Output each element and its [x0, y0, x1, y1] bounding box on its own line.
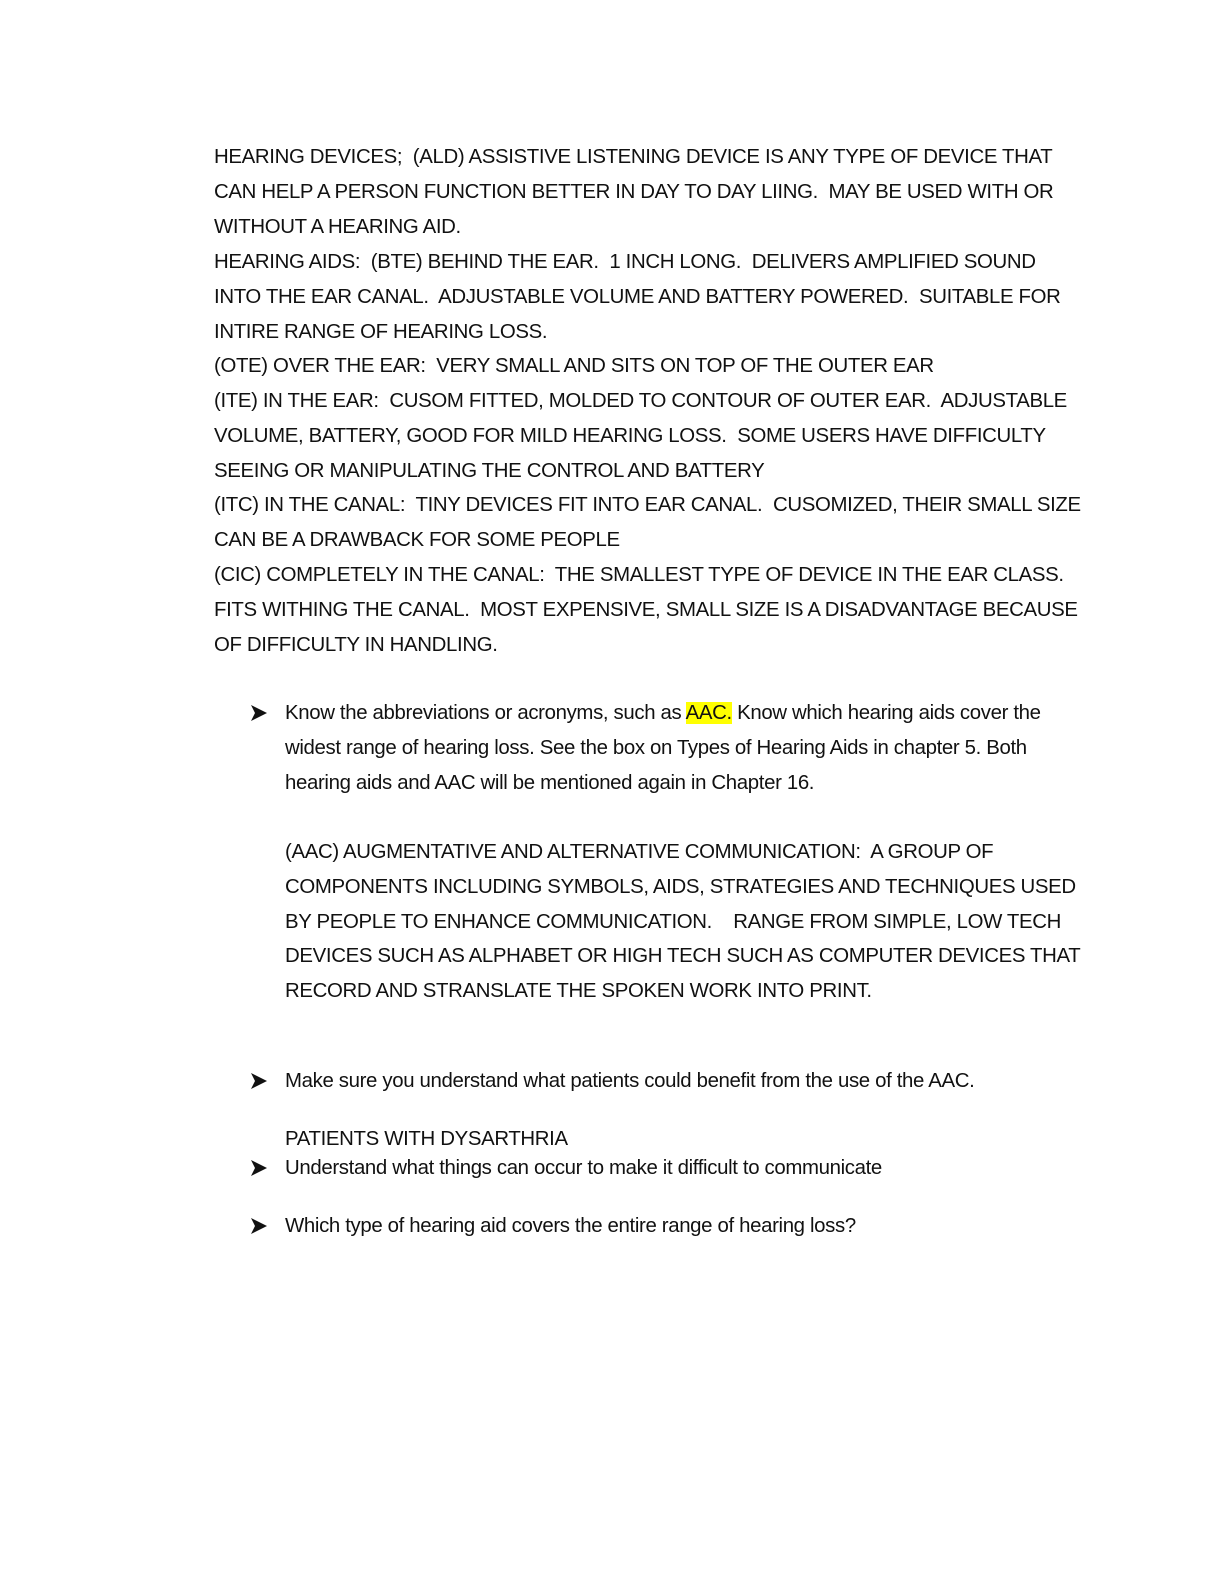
- paragraph-ite: (ITE) IN THE EAR: CUSOM FITTED, MOLDED TO CONTOUR OF OUTER EAR. ADJUSTABLE VOLUME, BATTERY, GOOD FOR MILD HEARING LOSS. SOME USERS HAVE DIFFICULTY SEEING OR MANIPULATING THE CONTROL AND BATTERY: [214, 390, 1073, 482]
- paragraph-ald: HEARING DEVICES; (ALD) ASSISTIVE LISTENING DEVICE IS ANY TYPE OF DEVICE THAT CAN HELP A PERSON FUNCTION BETTER IN DAY TO DAY LIING. MAY BE USED WITH OR WITHOUT A HEARING AID.: [214, 146, 1059, 238]
- arrowhead-bullet-icon: [250, 704, 268, 722]
- paragraph-bte: HEARING AIDS: (BTE) BEHIND THE EAR. 1 INCH LONG. DELIVERS AMPLIFIED SOUND INTO THE EAR CANAL. ADJUSTABLE VOLUME AND BATTERY POWERED. SUITABLE FOR INTIRE RANGE OF HEARING LOSS.: [214, 251, 1066, 343]
- arrowhead-bullet-icon: [250, 1159, 268, 1177]
- bullet-text-abbreviations: [285, 696, 1085, 800]
- paragraph-aac-definition: (AAC) AUGMENTATIVE AND ALTERNATIVE COMMUNICATION: A GROUP OF COMPONENTS INCLUDING SYMBOLS, AIDS, STRATEGIES AND TECHNIQUES USED BY PEOPLE TO ENHANCE COMMUNICATION. RANGE FROM SIMPLE, LOW TECH DEVICES SUCH AS ALPHABET OR HIGH TECH SUCH AS COMPUTER DEVICES THAT RECORD AND STRANSLATE THE SPOKEN WORK INTO PRINT.: [285, 841, 1086, 1003]
- bullet-text-part: Know which hearing aids cover the widest range of hearing loss. See the box on Types of Hearing Aids in chapter 5. Both hearing aids and AAC will be mentioned again in Chapter 16.: [285, 702, 1046, 794]
- arrowhead-bullet-icon: [250, 1072, 268, 1090]
- paragraph-cic: (CIC) COMPLETELY IN THE CANAL: THE SMALLEST TYPE OF DEVICE IN THE EAR CLASS. FITS WITHING THE CANAL. MOST EXPENSIVE, SMALL SIZE IS A DISADVANTAGE BECAUSE OF DIFFICULTY IN HANDLING.: [214, 564, 1083, 656]
- bullet-text-part: Know the abbreviations or acronyms, such as: [285, 702, 686, 724]
- paragraph-itc: (ITC) IN THE CANAL: TINY DEVICES FIT INTO EAR CANAL. CUSOMIZED, THEIR SMALL SIZE CAN BE A DRAWBACK FOR SOME PEOPLE: [214, 494, 1087, 551]
- arrowhead-bullet-icon: [250, 1217, 268, 1235]
- highlighted-aac: AAC.: [685, 702, 732, 724]
- paragraph-ote: (OTE) OVER THE EAR: VERY SMALL AND SITS ON TOP OF THE OUTER EAR: [214, 355, 934, 377]
- bullet-text-communication: Understand what things can occur to make it difficult to communicate: [285, 1157, 882, 1179]
- answer-dysarthria: PATIENTS WITH DYSARTHRIA: [285, 1128, 568, 1150]
- bullet-text-aac-patients: Make sure you understand what patients could benefit from the use of the AAC.: [285, 1070, 975, 1092]
- bullet-text-hearing-aid-range: Which type of hearing aid covers the entire range of hearing loss?: [285, 1215, 856, 1237]
